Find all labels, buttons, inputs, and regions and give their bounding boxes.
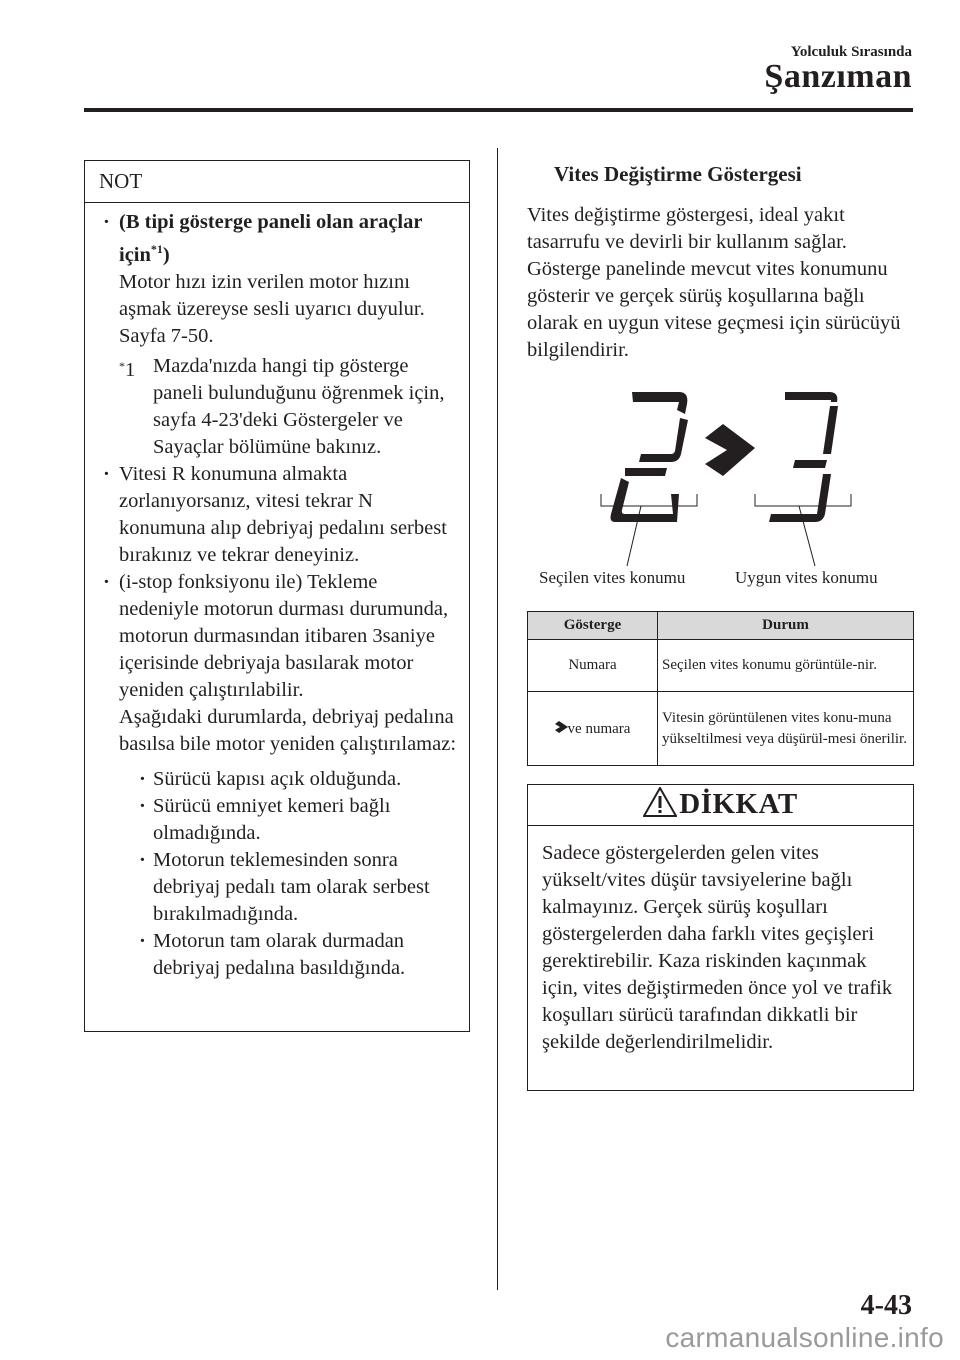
gear-shift-figure <box>527 390 917 590</box>
watermark: carmanualsonline.info <box>665 1322 944 1353</box>
caution-text: Sadece göstergelerden gelen vites yükselt/vites düşür tavsiyelerine bağlı kalmayınız. Gerçek sürüş koşulları göstergelerden daha farklı vites geçişleri gerektirebilir. Kaza riskinden kaçınmak için, vites değiştirmeden önce yol ve trafik koşulları sürücü tarafından dikkatli bir şekilde değerlendirilmelidir. <box>542 842 893 1053</box>
note-item1-text: Motor hızı izin verilen motor hızını aşmak üzereyse sesli uyarıcı duyulur. Sayfa 7-50. <box>119 270 425 347</box>
indicator-table <box>527 611 914 766</box>
gear-display-illustration <box>527 390 917 570</box>
section-paragraph: Vites değiştirme göstergesi, ideal yakıt tasarrufu ve devirli bir kullanım sağlar. Gösterge panelinde mevcut vites konumunu gösterir ve gerçek sürüş koşullarına bağlı olarak en uygun vitese geçmesi için sürücüyü bilgilendirir. <box>527 204 901 361</box>
page-number: 4-43 <box>860 1290 912 1321</box>
table-cell: Seçilen vites konumu görüntüle-nir. <box>658 640 914 692</box>
list-item: · Motorun teklemesinden sonra debriyaj pedalı tam olarak serbest bırakılmadığında. <box>137 847 459 928</box>
header-chapter-title: Şanzıman <box>764 58 912 95</box>
header-section-name: Yolculuk Sırasında <box>790 44 912 60</box>
footnote <box>119 353 459 461</box>
label-selected-gear: Seçilen vites konumu <box>539 568 686 587</box>
table-header-row <box>528 612 914 640</box>
caution-box <box>527 784 914 1091</box>
table-cell: Vitesin görüntülenen vites konu-muna yükseltilmesi veya düşürül-mesi önerilir. <box>658 692 914 766</box>
table-cell: ve numara <box>528 692 658 766</box>
note-item-istop: · (i-stop fonksiyonu ile) Tekleme nedeniyle motorun durması durumunda, motorun durmasından itibaren 3saniye içerisinde debriyaja basılarak motor yeniden çalıştırılabilir. Aşağıdaki durumlarda, debriyaj pedalına basılsa bile motor yeniden çalıştırılamaz: · Sürücü kapısı açık olduğunda. · Sürücü emniyet kemeri bağlı olmadığında. · Motorun teklemesinden sonra debriyaj pedalı tam olarak serbest bırakılmadığında. · Motorun tam olarak durmadan debriyaj pedalına basıldığında. <box>99 569 459 982</box>
table-header-cell: Gösterge <box>528 612 658 640</box>
header-rule <box>84 108 913 112</box>
note-box <box>84 160 470 1032</box>
list-item: · Motorun tam olarak durmadan debriyaj pedalına basıldığında. <box>137 928 459 982</box>
leader-lines <box>601 494 851 566</box>
footnote-text: Mazda'nızda hangi tip gösterge paneli bulunduğunu öğrenmek için, sayfa 4-23'deki Göstergeler ve Sayaçlar bölümüne bakınız. <box>153 354 445 458</box>
note-item1-title: (B tipi gösterge paneli olan araçlar için$^{*1}$) <box>119 211 423 266</box>
table-row <box>528 640 914 692</box>
caution-title: DİKKAT <box>528 785 913 826</box>
istop-conditions-list <box>137 766 459 982</box>
warning-triangle-icon <box>643 787 677 817</box>
footnote-ref: *1 <box>150 242 163 256</box>
note-title: NOT <box>85 161 469 203</box>
table-cell: Numara <box>528 640 658 692</box>
table-header-cell: Durum <box>658 612 914 640</box>
gear-digit-3 <box>769 392 838 522</box>
list-item: · Sürücü kapısı açık olduğunda. <box>137 766 459 793</box>
note-body <box>85 203 469 982</box>
shift-up-arrow-icon <box>705 424 755 476</box>
note-item-reverse: · Vitesi R konumuna almakta zorlanıyorsanız, vitesi tekrar N konumuna alıp debriyaj pedalını serbest bırakınız ve tekrar deneyiniz. <box>99 461 459 569</box>
label-suggested-gear: Uygun vites konumu <box>735 568 878 587</box>
column-divider <box>497 148 498 1290</box>
shift-arrow-icon <box>555 720 568 733</box>
table-row <box>528 692 914 766</box>
gear-digit-2 <box>611 392 689 522</box>
note-item-gauge-warning <box>99 209 459 461</box>
list-item: · Sürücü emniyet kemeri bağlı olmadığında. <box>137 793 459 847</box>
section-heading: Vites Değiştirme Göstergesi <box>554 162 802 186</box>
footnote-mark: *1 <box>119 358 136 381</box>
